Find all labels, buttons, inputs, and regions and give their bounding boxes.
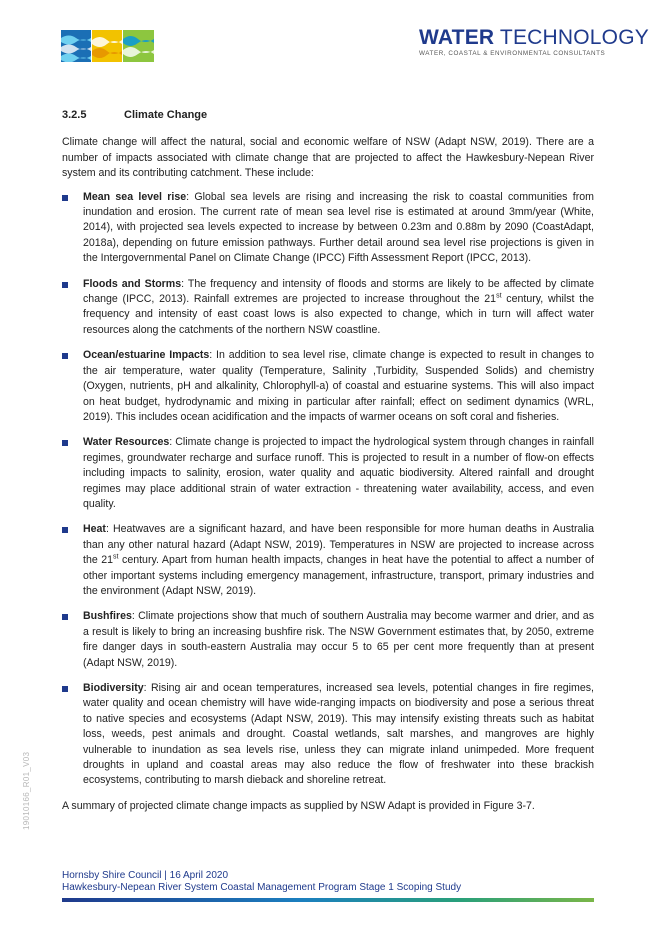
bullet-text: : Rising air and ocean temperatures, increased sea levels, potential changes in fire regimes, water quality and ocean chemistry will have wide-ranging impacts on biodiversity and pose a serious threat to native species and ecosystems (Adapt NSW, 2019). This may intensify existing threats such as habitat loss, weeds, pest animals and drought. Coastal wetlands, salt marshes, and mangroves are highly vulnerable to inundation as sea levels rise, unless they can migrate inland unimpeded. More frequent droughts in upland and coastal areas may also reduce the flow of freshwater into these brackish ecosystems, contributing to marsh dieback and shoreline retreat. [83, 682, 594, 787]
bullet-title: Floods and Storms [83, 277, 182, 290]
bullet-text-cont: century, whilst the frequency and intensity of east coast lows is also expected to change, which in turn will affect water resources along the catchments of the northern NSW coastline. [83, 293, 594, 336]
bullet-text: : Heatwaves are a significant hazard, and have been responsible for more human deaths in Australia than any other natural hazard (Adapt NSW, 2019). Temperatures in NSW are projected to increase across the 21 [83, 523, 594, 567]
bullet-square-icon [62, 353, 68, 359]
list-item-water-resources [62, 435, 594, 512]
list-item-biodiversity [62, 681, 594, 789]
summary-paragraph: A summary of projected climate change impacts as supplied by NSW Adapt is provided in Figure 3-7. [62, 799, 535, 812]
bullet-title: Water Resources [83, 436, 170, 449]
section-heading [62, 108, 594, 123]
brand-title-light: TECHNOLOGY [494, 26, 649, 49]
brand-title [419, 26, 649, 49]
footer-line-client: Hornsby Shire Council | 16 April 2020 [62, 870, 229, 881]
brand-title-bold: WATER [419, 26, 495, 49]
bullet-text-cont: century. Apart from human health impacts, changes in heat have the potential to affect a number of other important systems including emergency management, infrastructure, transport, primary industries and the environment (Adapt NSW, 2019). [83, 554, 594, 597]
superscript: st [496, 292, 502, 300]
list-item-bushfires [62, 609, 594, 671]
brand-wordmark [419, 26, 649, 57]
section-number: 3.2.5 [62, 109, 87, 121]
bullet-title: Heat [83, 523, 106, 536]
bullet-text: : Climate projections show that much of southern Australia may become warmer and drier, and as a result is likely to bring an increasing bushfire risk. The NSW Government estimates that, by 2050, extreme fire danger days in south-eastern Australia may occur 5 to 65 per cent more frequently than at present (Adapt NSW, 2019). [83, 610, 594, 669]
bullet-square-icon [62, 614, 68, 620]
bullet-square-icon [62, 440, 68, 446]
bullet-square-icon [62, 686, 68, 692]
footer-divider [62, 898, 594, 902]
intro-paragraph: Climate change will affect the natural, social and economic welfare of NSW (Adapt NSW, 2019). There are a number of impacts associated with climate change that are projected to affect the Hawkesbury-Nepean River system and its contributing catchment. These include: [62, 136, 594, 180]
bullet-text: : The frequency and intensity of floods and storms are likely to be affected by climate change (IPCC, 2013). Rainfall extremes are projected to increase throughout the 21 [83, 277, 594, 306]
document-code: 19010166_R01_V03 [22, 751, 31, 830]
brand-subtitle: WATER, COASTAL & ENVIRONMENTAL CONSULTANTS [419, 50, 606, 57]
bullet-square-icon [62, 195, 68, 201]
bullet-text: : Climate change is projected to impact the hydrological system through changes in rainfall regimes, groundwater recharge and surface runoff. This is projected to result in a number of flow-on effects including impacts to salinity, erosion, water quality and aquatic biodiversity. Altered rainfall and drought regimes may place additional strain of water extraction - threatening water availability, access, and even quality. [83, 436, 594, 510]
bullet-square-icon [62, 282, 68, 288]
bullet-title: Biodiversity [83, 682, 144, 694]
bullet-text: : In addition to sea level rise, climate change is expected to result in changes to the air temperature, water quality (Temperature, Salinity ,Turbidity, Suspended Solids) and chemistry (Oxygen, nutrients, pH and alkalinity, Chlorophyll-a) of coastal and estuarine systems. This will also impact on heat budget, hydrodynamic and mixing in particular after rainfall; effect on sediment dynamics (WRL, 2019). This includes ocean acidification and the impacts of warmer oceans on soft coral and fisheries. [83, 349, 594, 423]
bullet-text: : Global sea levels are rising and increasing the risk to coastal communities from inundation and erosion. The current rate of mean sea level rise is estimated at around 3mm/year (White, 2014), with projected sea levels expected to increase by between 0.23m and 0.88m by 2090 (CoastAdapt, 2018a), depending on future emission pathways. Further detail around sea level rise projections is given in the Intergovernmental Panel on Climate Change (IPCC) Fifth Assessment Report (IPCC, 2013). [83, 190, 594, 265]
list-item-sea-level [62, 190, 594, 267]
list-item-heat [62, 522, 594, 599]
superscript: st [113, 553, 119, 561]
list-item-floods [62, 277, 594, 339]
page-footer [62, 870, 461, 894]
bullet-title: Bushfires [83, 610, 132, 623]
document-body [62, 108, 594, 814]
footer-line-project: Hawkesbury-Nepean River System Coastal Management Program Stage 1 Scoping Study [62, 882, 462, 893]
list-item-ocean [62, 348, 594, 425]
water-technology-logo-icon [61, 30, 154, 62]
bullet-title: Ocean/estuarine Impacts [83, 349, 210, 362]
bullet-square-icon [62, 527, 68, 533]
impact-list [62, 190, 594, 789]
bullet-title: Mean sea level rise [83, 190, 187, 203]
section-title: Climate Change [124, 109, 208, 121]
